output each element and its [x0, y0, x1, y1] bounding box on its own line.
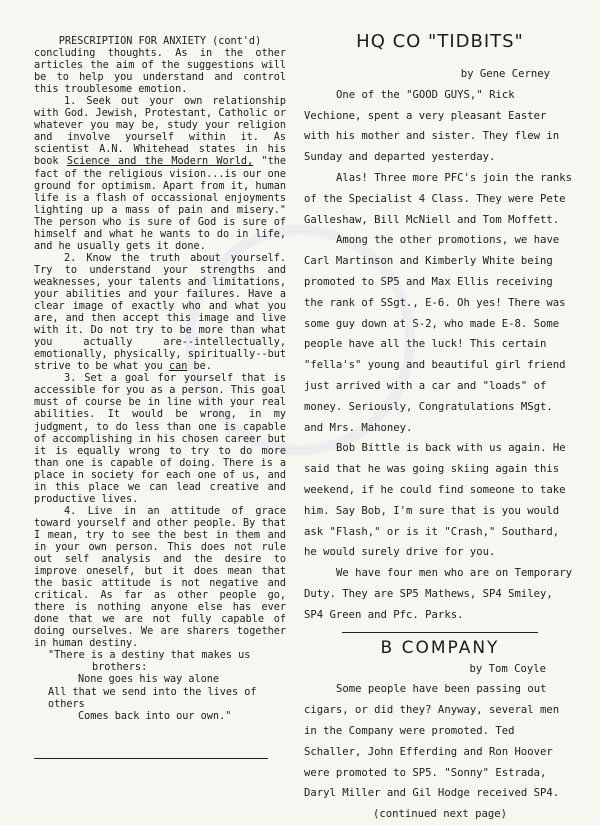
poem-line: others	[48, 698, 85, 710]
point-2-text-a: 2. Know the truth about yourself. Try to understand your strengths and weaknesses, your talents and limitations, your abilities and your failures. Have a clear image of exactly who and what you are, and then accept this image and live with it. Do not try to be more than what you actually are--intellectually, emotionally, physically, spiritually--but strive to be what you	[34, 252, 286, 373]
intro-paragraph: concluding thoughts. As in the other articles the aim of the suggestions will be to help you understand and control this troublesome emotion.	[34, 48, 286, 96]
hq-paragraph: Bob Bittle is back with us again. He said that he was going skiing again this weekend, if he could find someone to take him. Say Bob, I'm sure that is you would ask "Flash," or is it "Crash," Southard, he would surely drive for you.	[304, 442, 566, 559]
book-title: Science and the Modern World,	[66, 156, 254, 168]
point-1-text-a: 1. Seek out your own relationship with God. Jewish, Protestant, Catholic or whatever you may be, study your religion and involve yourself within it. As scientist A.N. Whitehead states in his book	[34, 96, 286, 168]
hq-paragraph: We have four men who are on Temporary Duty. They are SP5 Mathews, SP4 Smiley, SP4 Green and Pfc. Parks.	[304, 567, 572, 621]
hq-tidbits-heading: HQ CO "TIDBITS"	[356, 31, 524, 52]
hq-byline: by Gene Cerney	[460, 68, 550, 80]
point-4-paragraph: 4. Live in an attitude of grace toward yourself and other people. By that I mean, try to see the best in them and in your own person. This does not rule out self analysis and the desire to improve oneself, but it does mean that the basic attitude is not negative and critical. As far as other people go, there is nothing anyone else has ever done that we are not fully capable of doing ourselves. We are sharers together in human destiny.	[34, 505, 286, 650]
poem-line: None goes his way alone	[78, 674, 220, 686]
b-company-heading: B COMPANY	[380, 637, 500, 658]
poem-line: Comes back into our own."	[78, 710, 232, 722]
poem-line: brothers:	[92, 662, 148, 674]
point-2-paragraph	[34, 253, 286, 373]
poem-line: All that we send into the lives of	[48, 686, 257, 698]
section-divider	[342, 632, 538, 633]
poem-line: "There is a destiny that makes us	[48, 650, 251, 662]
column-end-rule	[34, 758, 268, 759]
b-company-paragraph: Some people have been passing out cigars, or did they? Anyway, several men in the Company were promoted. Ted Schaller, John Efferding and Ron Hoover were promoted to SP5. "Sonny" Estrada, Daryl Miller and Gil Hodge received SP4.	[304, 683, 560, 800]
right-column	[304, 30, 576, 825]
point-2-text-b: be.	[187, 361, 212, 373]
point-3-paragraph: 3. Set a goal for yourself that is accessible for you as a person. This goal must of course be in line with your real abilities. It would be wrong, in my judgment, to do less than one is capable of accomplishing in his chosen career but it is equally wrong to try to do more than one is capable of doing. There is a place in society for each one of us, and in this place we can lead creative and productive lives.	[34, 373, 286, 505]
left-column	[34, 36, 286, 723]
hq-paragraph: One of the "GOOD GUYS," Rick Vechione, spent a very pleasant Easter with his mother and sister. They flew in Sunday and departed yesterday.	[304, 88, 560, 164]
article-title: PRESCRIPTION FOR ANXIETY (cont'd)	[58, 36, 262, 47]
point-1-paragraph	[34, 96, 286, 253]
hq-paragraph: Alas! Three more PFC's join the ranks of the Specialist 4 Class. They were Pete Galleshaw, Bill McNiell and Tom Moffett.	[304, 171, 572, 226]
hq-paragraph: Among the other promotions, we have Carl Martinson and Kimberly White being promoted to SP5 and Max Ellis receiving the rank of SSgt., E-6. Oh yes! There was some guy down at S-2, who made E-8. Some people have all the luck! This certain "fella's" young and beautiful girl friend just arrived with a car and "loads" of money. Seriously, Congratulations MSgt. and Mrs. Mahoney.	[304, 234, 566, 434]
point-1-text-b: "the fact of the religious vision...is our one ground for optimism. Apart from it, human life is a flash of occassional enjoyments lighting up a mass of pain and misery." The person who is sure of God is sure of himself and what he wants to do in life, and he usually gets it done.	[34, 156, 287, 252]
b-company-byline: by Tom Coyle	[469, 662, 546, 675]
emphasis-can: can	[168, 361, 188, 373]
continued-note: (continued next page)	[373, 808, 507, 821]
poem-quote	[34, 650, 286, 722]
